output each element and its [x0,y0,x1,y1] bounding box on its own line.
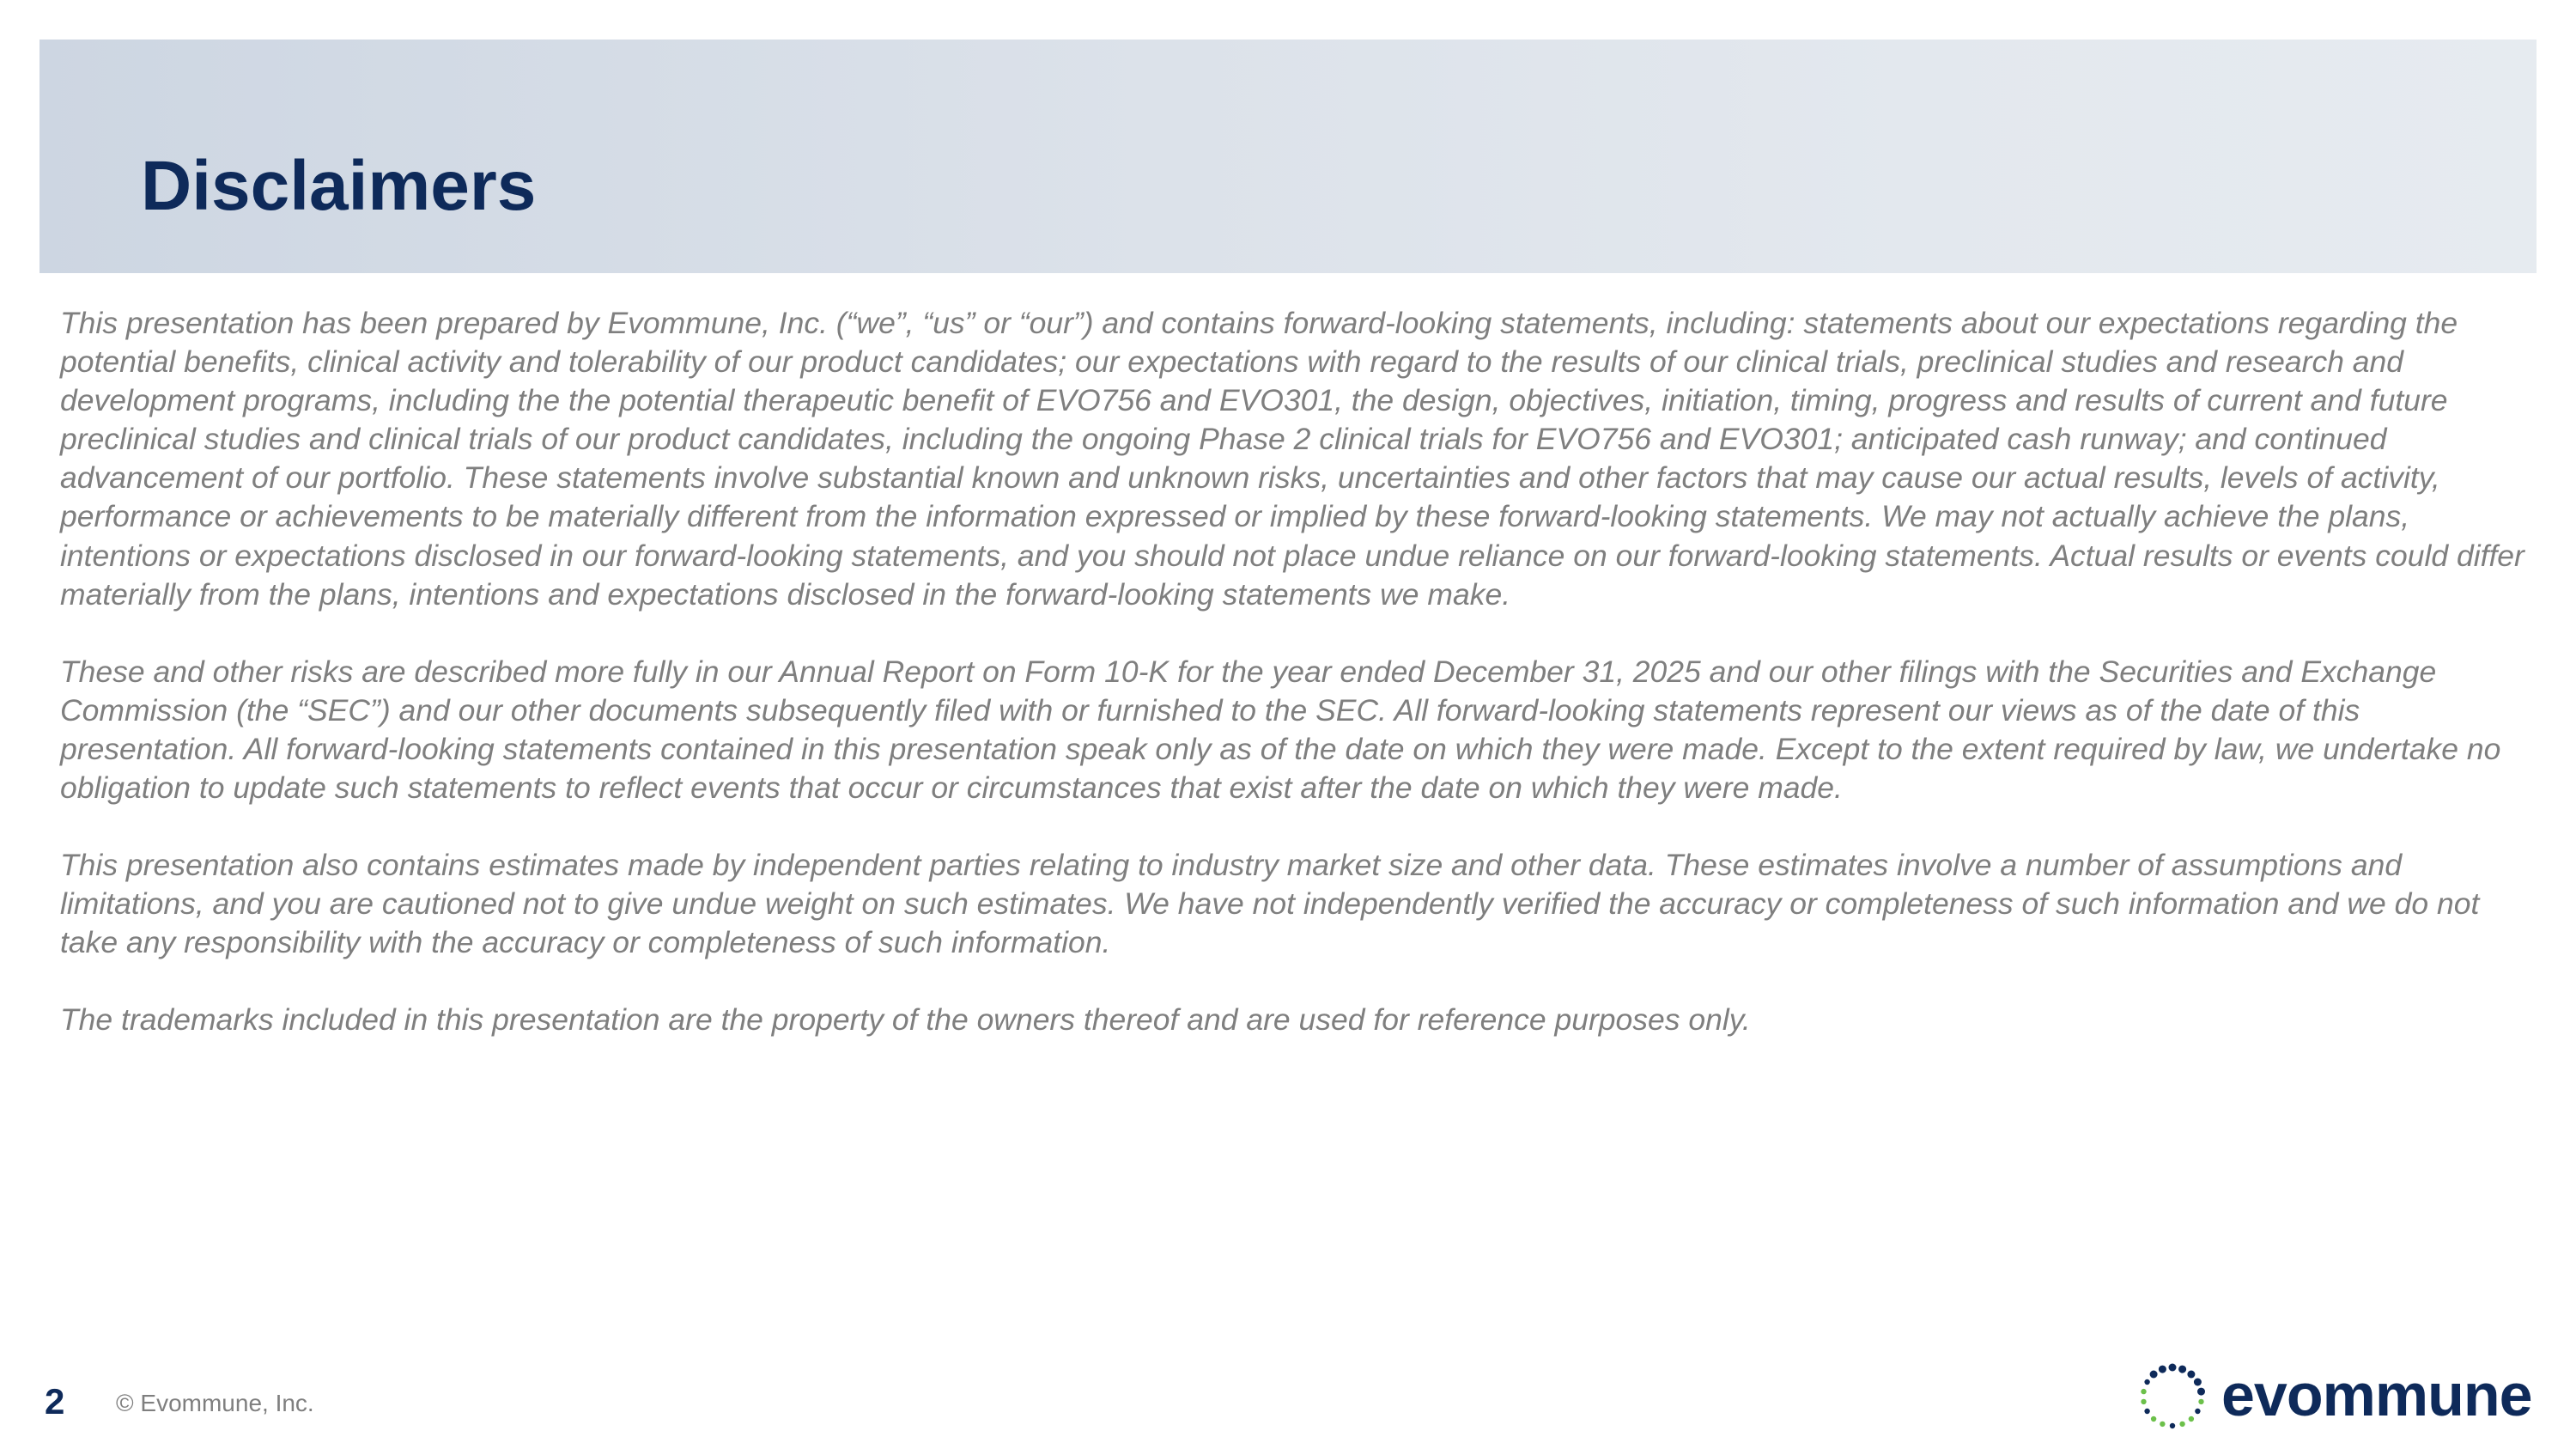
disclaimer-paragraph-estimates: This presentation also contains estimates made by independent parties relating to industry market size and other data. These estimates involve a number of assumptions and limitations, and you are cautioned not to give undue weight on such estimates. We have not independently verified the accuracy or completeness of such information and we do not take any responsibility with the accuracy or completeness of such information. [60,848,2480,960]
disclaimer-paragraph-trademarks: The trademarks included in this presentation are the property of the owners thereof and are used for reference purposes only. [60,1002,1751,1038]
page-title: Disclaimers [141,147,537,225]
disclaimer-paragraph-risks: These and other risks are described more fully in our Annual Report on Form 10-K for the year ended December 31, 2025 and our other filings with the Securities and Exchange Commission (the “SEC”) and our other documents subsequently filed with or furnished to the SEC. All forward-looking statements represent our views as of the date of this presentation. All forward-looking statements contained in this presentation speak only as of the date on which they were made. Except to the extent required by law, we undertake no obligation to update such statements to reflect events that occur or circumstances that exist after the date on which they were made. [60,654,2501,806]
logo-dot [2169,1364,2177,1372]
disclaimer-paragraph-forward-looking: This presentation has been prepared by Evommune, Inc. (“we”, “us” or “our”) and contains forward-looking statements, including: statements about our expectations regarding the potential benefits, clinical activity and tolerability of our product candidates; our expectations with regard to the results of our clinical trials, preclinical studies and research and development programs, including the the potential therapeutic benefit of EVO756 and EVO301, the design, objectives, initiation, timing, progress and results of current and future preclinical studies and clinical trials of our product candidates, including the ongoing Phase 2 clinical trials for EVO756 and EVO301; anticipated cash runway; and continued advancement of our portfolio. These statements involve substantial known and unknown risks, uncertainties and other factors that may cause our actual results, levels of activity, performance or achievements to be materially different from the information expressed or implied by these forward-looking statements. We may not actually achieve the plans, intentions or expectations disclosed in our forward-looking statements, and you should not place undue reliance on our forward-looking statements. Actual results or events could differ materially from the plans, intentions and expectations disclosed in the forward-looking statements we make. [60,306,2524,612]
logo-dot [2194,1379,2202,1386]
logo-dot [2187,1371,2195,1379]
logo-dot [2195,1409,2200,1414]
copyright-text: © Evommune, Inc. [116,1390,314,1416]
logo-dot [2160,1422,2165,1427]
logo-dot [2197,1388,2205,1396]
logo-dot [2189,1416,2194,1422]
logo-dot [2144,1409,2149,1414]
logo-dot [2198,1399,2203,1404]
logo-dot [2141,1399,2146,1404]
logo-dot [2178,1366,2186,1373]
header-band [39,40,2537,273]
logo-dot [2179,1422,2184,1427]
logo-dot [2150,1371,2158,1379]
logo-dot [2159,1366,2166,1373]
logo-dot [2141,1389,2146,1394]
dotted-circle-logo-icon [2134,1359,2211,1432]
logo-wordmark: evommune [2221,1361,2532,1428]
disclaimer-body [60,304,2529,1079]
logo-dot [2144,1379,2149,1385]
page-number: 2 [45,1381,65,1422]
logo-dot [2170,1423,2175,1428]
logo-dot [2151,1416,2156,1422]
company-logo [2134,1359,2546,1432]
